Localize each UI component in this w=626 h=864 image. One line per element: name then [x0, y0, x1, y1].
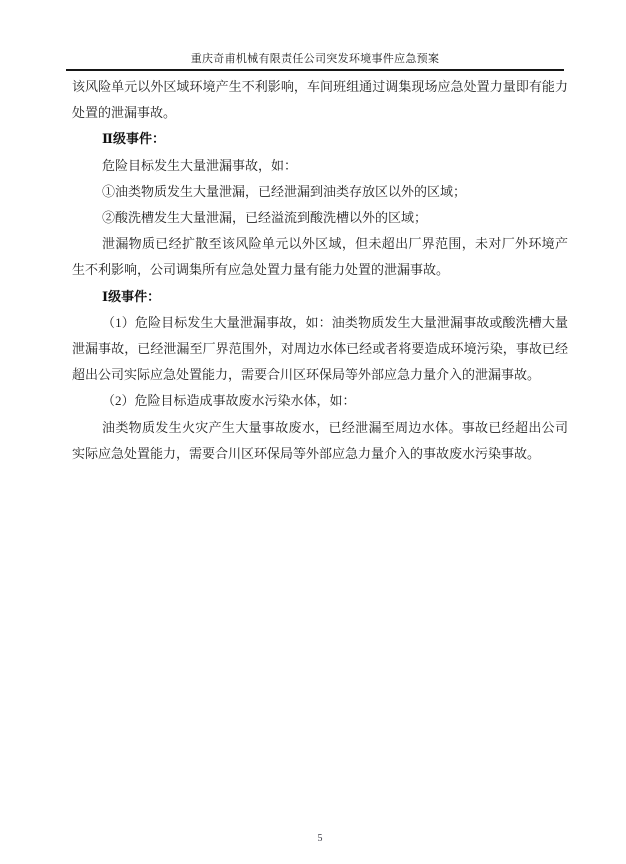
section-heading-level1-event: Ⅰ级事件： — [102, 288, 161, 304]
page-header — [66, 50, 564, 71]
paragraph-level1-item2-description: 油类物质发生火灾产生大量事故废水，已经泄漏至周边水体。事故已经超出公司实际应急处置能力，需要合川区环保局等外部应急力量介入的事故废水污染事故。 — [72, 419, 568, 461]
paragraph-level2-description: 泄漏物质已经扩散至该风险单元以外区域，但未超出厂界范围，未对厂外环境产生不利影响，公司调集所有应急处置力量有能力处置的泄漏事故。 — [72, 236, 568, 278]
list-item-acid-tank-leak: ②酸洗槽发生大量泄漏，已经溢流到酸洗槽以外的区域； — [102, 210, 428, 226]
page-footer — [72, 828, 568, 846]
paragraph-level2-intro: 危险目标发生大量泄漏事故，如： — [102, 157, 298, 173]
list-item-oil-leak: ①油类物质发生大量泄漏，已经泄漏到油类存放区以外的区域； — [102, 183, 467, 199]
paragraph-level1-item1: （1）危险目标发生大量泄漏事故，如：油类物质发生大量泄漏事故或酸洗槽大量泄漏事故，已经泄漏至厂界范围外，对周边水体已经或者将要造成环境污染，事故已经超出公司实际应急处置能力，需要合川区环保局等外部应急力量介入的泄漏事故。 — [72, 314, 568, 383]
section-heading-level2-event: Ⅱ级事件： — [102, 131, 165, 147]
page-number: 5 — [317, 833, 323, 844]
paragraph-level1-item2: （2）危险目标造成事故废水污染水体，如： — [102, 393, 356, 409]
paragraph-continuation: 该风险单元以外区域环境产生不利影响，车间班组通过调集现场应急处置力量即有能力处置的泄漏事故。 — [72, 79, 568, 121]
header-title: 重庆奇甫机械有限责任公司突发环境事件应急预案 — [190, 53, 440, 65]
document-body — [72, 74, 568, 467]
